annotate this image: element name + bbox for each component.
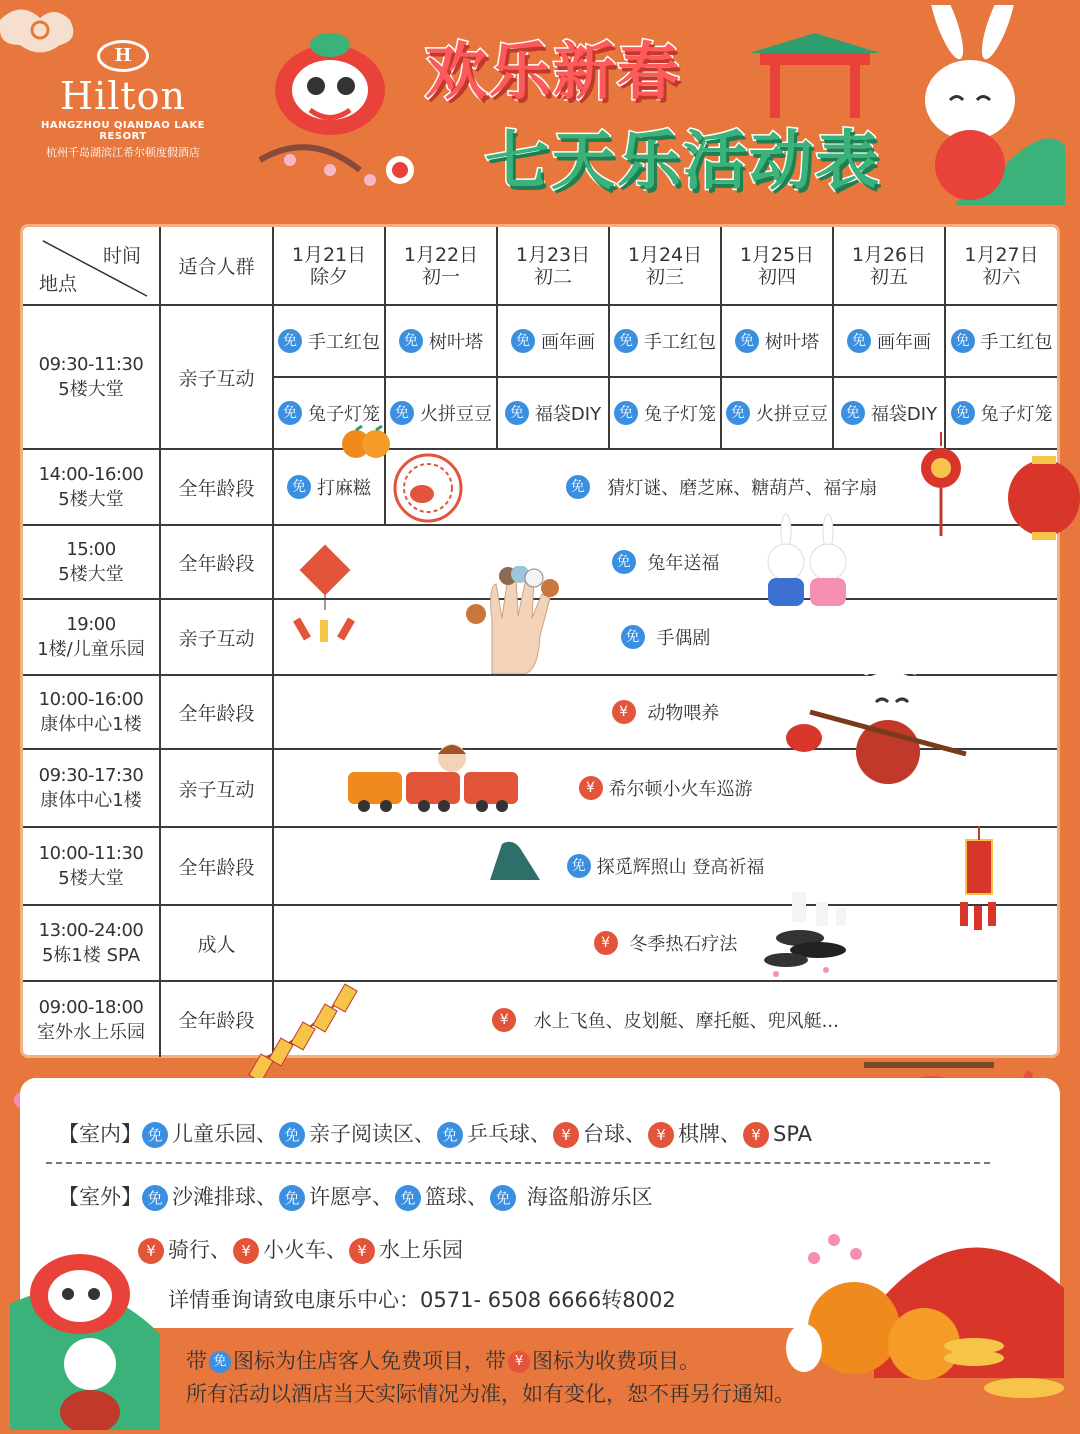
audience-header: 适合人群	[160, 227, 273, 305]
facility-item: 水上乐园	[379, 1238, 463, 1262]
free-icon: 免	[566, 475, 590, 499]
free-icon: 免	[951, 401, 975, 425]
day-header: 1月21日 除夕	[273, 227, 385, 305]
facility-item: 许愿亭、	[309, 1185, 393, 1209]
span-activity: ¥ 希尔顿小火车巡游	[273, 749, 1057, 827]
free-icon: 免	[614, 401, 638, 425]
brand-name: Hilton	[59, 74, 187, 118]
table-row	[23, 305, 1057, 377]
outdoor-facilities	[58, 1181, 655, 1211]
row-time-place: 09:00-18:00 室外水上乐园	[23, 981, 160, 1057]
free-icon: 免	[614, 329, 638, 353]
free-icon: 免	[209, 1351, 231, 1373]
facility-item: 小火车、	[263, 1238, 347, 1262]
daily-activity: 免 兔子灯笼	[273, 377, 385, 449]
paid-icon: ¥	[138, 1238, 164, 1264]
outdoor-paid-facilities	[138, 1234, 465, 1264]
facility-item: 台球、	[583, 1122, 646, 1146]
paid-icon: ¥	[579, 776, 603, 800]
row-audience: 亲子互动	[160, 305, 273, 449]
daily-activity: 免 福袋DIY	[833, 377, 945, 449]
row-time-place: 09:30-11:30 5楼大堂	[23, 305, 160, 449]
notes-line-1: 带 免 图标为住店客人免费项目，带 ¥ 图标为收费项目。	[186, 1349, 700, 1373]
contact-info: 详情垂询请致电康乐中心：0571- 6508 6666转8002	[168, 1288, 676, 1312]
row-time-place: 15:00 5楼大堂	[23, 525, 160, 599]
facility-item: 海盗船游乐区	[526, 1185, 653, 1209]
daily-activity: 免 画年画	[497, 305, 609, 377]
resort-name-cn: 杭州千岛湖滨江希尔顿度假酒店	[46, 146, 200, 159]
row-audience: 亲子互动	[160, 749, 273, 827]
row-audience: 全年龄段	[160, 981, 273, 1057]
free-icon: 免	[279, 1185, 305, 1211]
rabbit-decoration	[895, 5, 1065, 205]
free-icon: 免	[847, 329, 871, 353]
span-activity: 免 猜灯谜、磨芝麻、糖葫芦、福字扇	[385, 449, 1057, 525]
span-activity: ¥ 冬季热石疗法	[273, 905, 1057, 981]
facility-item: 沙滩排球、	[172, 1185, 277, 1209]
day-header: 1月26日 初五	[833, 227, 945, 305]
free-icon: 免	[511, 329, 535, 353]
corner-place-label: 地点	[39, 273, 78, 295]
free-icon: 免	[567, 854, 591, 878]
title-line-2: 七天乐活动表	[485, 125, 881, 199]
schedule-table	[20, 224, 1060, 1058]
daily-activity: 免 福袋DIY	[497, 377, 609, 449]
table-row	[23, 749, 1057, 827]
indoor-label: 【室内】	[58, 1122, 142, 1146]
facility-item: SPA	[773, 1122, 813, 1146]
row-audience: 全年龄段	[160, 449, 273, 525]
facility-item: 棋牌、	[678, 1122, 741, 1146]
facility-item: 骑行、	[168, 1238, 231, 1262]
free-icon: 免	[735, 329, 759, 353]
span-activity: 免 探觅辉照山 登高祈福	[273, 827, 1057, 905]
facility-item: 乒乓球、	[467, 1122, 551, 1146]
row-audience: 成人	[160, 905, 273, 981]
row-time-place: 10:00-11:30 5楼大堂	[23, 827, 160, 905]
footer-notes	[186, 1345, 795, 1411]
free-icon: 免	[142, 1122, 168, 1148]
paid-icon: ¥	[492, 1008, 516, 1032]
free-icon: 免	[951, 329, 975, 353]
daily-activity: 免 手工红包	[945, 305, 1057, 377]
notes-line-2: 所有活动以酒店当天实际情况为准，如有变化，恕不再另行通知。	[186, 1382, 795, 1406]
hilton-logo	[18, 40, 228, 160]
free-icon: 免	[287, 475, 311, 499]
free-icon: 免	[726, 401, 750, 425]
row-time-place: 09:30-17:30 康体中心1楼	[23, 749, 160, 827]
paid-icon: ¥	[594, 931, 618, 955]
row-audience: 全年龄段	[160, 675, 273, 749]
row-audience: 亲子互动	[160, 599, 273, 675]
daily-activity: 免 兔子灯笼	[609, 377, 721, 449]
row-time-place: 13:00-24:00 5栋1楼 SPA	[23, 905, 160, 981]
span-activity: 免 兔年送福	[273, 525, 1057, 599]
table-row	[23, 905, 1057, 981]
row-time-place: 10:00-16:00 康体中心1楼	[23, 675, 160, 749]
daily-activity: 免 手工红包	[273, 305, 385, 377]
free-icon: 免	[278, 401, 302, 425]
row-time-place: 19:00 1楼/儿童乐园	[23, 599, 160, 675]
chinese-gate-decoration	[740, 28, 890, 118]
table-row	[23, 981, 1057, 1057]
daily-activity: 免 兔子灯笼	[945, 377, 1057, 449]
daily-activity: 免 树叶塔	[721, 305, 833, 377]
daily-activity: 免 手工红包	[609, 305, 721, 377]
facility-item: 篮球、	[425, 1185, 488, 1209]
paid-icon: ¥	[648, 1122, 674, 1148]
paid-icon: ¥	[233, 1238, 259, 1264]
free-icon: 免	[505, 401, 529, 425]
indoor-facilities	[58, 1118, 814, 1148]
outdoor-label: 【室外】	[58, 1185, 142, 1209]
title-line-1: 欢乐新春	[425, 35, 682, 108]
free-icon: 免	[390, 401, 414, 425]
row-audience: 全年龄段	[160, 827, 273, 905]
daily-activity: 免 火拼豆豆	[385, 377, 497, 449]
free-icon: 免	[621, 625, 645, 649]
table-header-row	[23, 227, 1057, 305]
table-row	[23, 525, 1057, 599]
paid-icon: ¥	[612, 700, 636, 724]
free-icon: 免	[395, 1185, 421, 1211]
corner-time-label: 时间	[102, 245, 141, 267]
daily-activity: 免 画年画	[833, 305, 945, 377]
facility-item: 儿童乐园、	[172, 1122, 277, 1146]
row-audience: 全年龄段	[160, 525, 273, 599]
free-icon: 免	[142, 1185, 168, 1211]
free-icon: 免	[841, 401, 865, 425]
corner-header	[23, 227, 160, 305]
day-header: 1月23日 初二	[497, 227, 609, 305]
free-icon: 免	[437, 1122, 463, 1148]
paid-icon: ¥	[508, 1351, 530, 1373]
free-icon: 免	[612, 550, 636, 574]
row-time-place: 14:00-16:00 5楼大堂	[23, 449, 160, 525]
daily-activity: 免 火拼豆豆	[721, 377, 833, 449]
free-icon: 免	[399, 329, 423, 353]
dashed-divider	[46, 1162, 990, 1164]
paid-icon: ¥	[553, 1122, 579, 1148]
span-activity: ¥ 水上飞鱼、皮划艇、摩托艇、兜风艇...	[273, 981, 1057, 1057]
free-icon: 免	[278, 329, 302, 353]
table-row	[23, 599, 1057, 675]
free-icon: 免	[279, 1122, 305, 1148]
day-header: 1月25日 初四	[721, 227, 833, 305]
lion-dance-decoration	[250, 20, 420, 190]
table-row	[23, 675, 1057, 749]
daily-activity: 免 树叶塔	[385, 305, 497, 377]
day-header: 1月27日 初六	[945, 227, 1057, 305]
resort-name-en: HANGZHOU QIANDAO LAKE RESORT	[41, 120, 205, 142]
paid-icon: ¥	[349, 1238, 375, 1264]
free-icon: 免	[490, 1185, 516, 1211]
facility-item: 亲子阅读区、	[309, 1122, 435, 1146]
table-row	[23, 449, 1057, 525]
facilities-panel	[20, 1078, 1060, 1328]
span-activity: ¥ 动物喂养	[273, 675, 1057, 749]
header	[0, 0, 1080, 222]
first-day-activity: 免 打麻糍	[273, 449, 385, 525]
day-header: 1月24日 初三	[609, 227, 721, 305]
day-header: 1月22日 初一	[385, 227, 497, 305]
span-activity: 免 手偶剧	[273, 599, 1057, 675]
table-row	[23, 827, 1057, 905]
hilton-emblem-icon	[97, 40, 149, 72]
paid-icon: ¥	[743, 1122, 769, 1148]
